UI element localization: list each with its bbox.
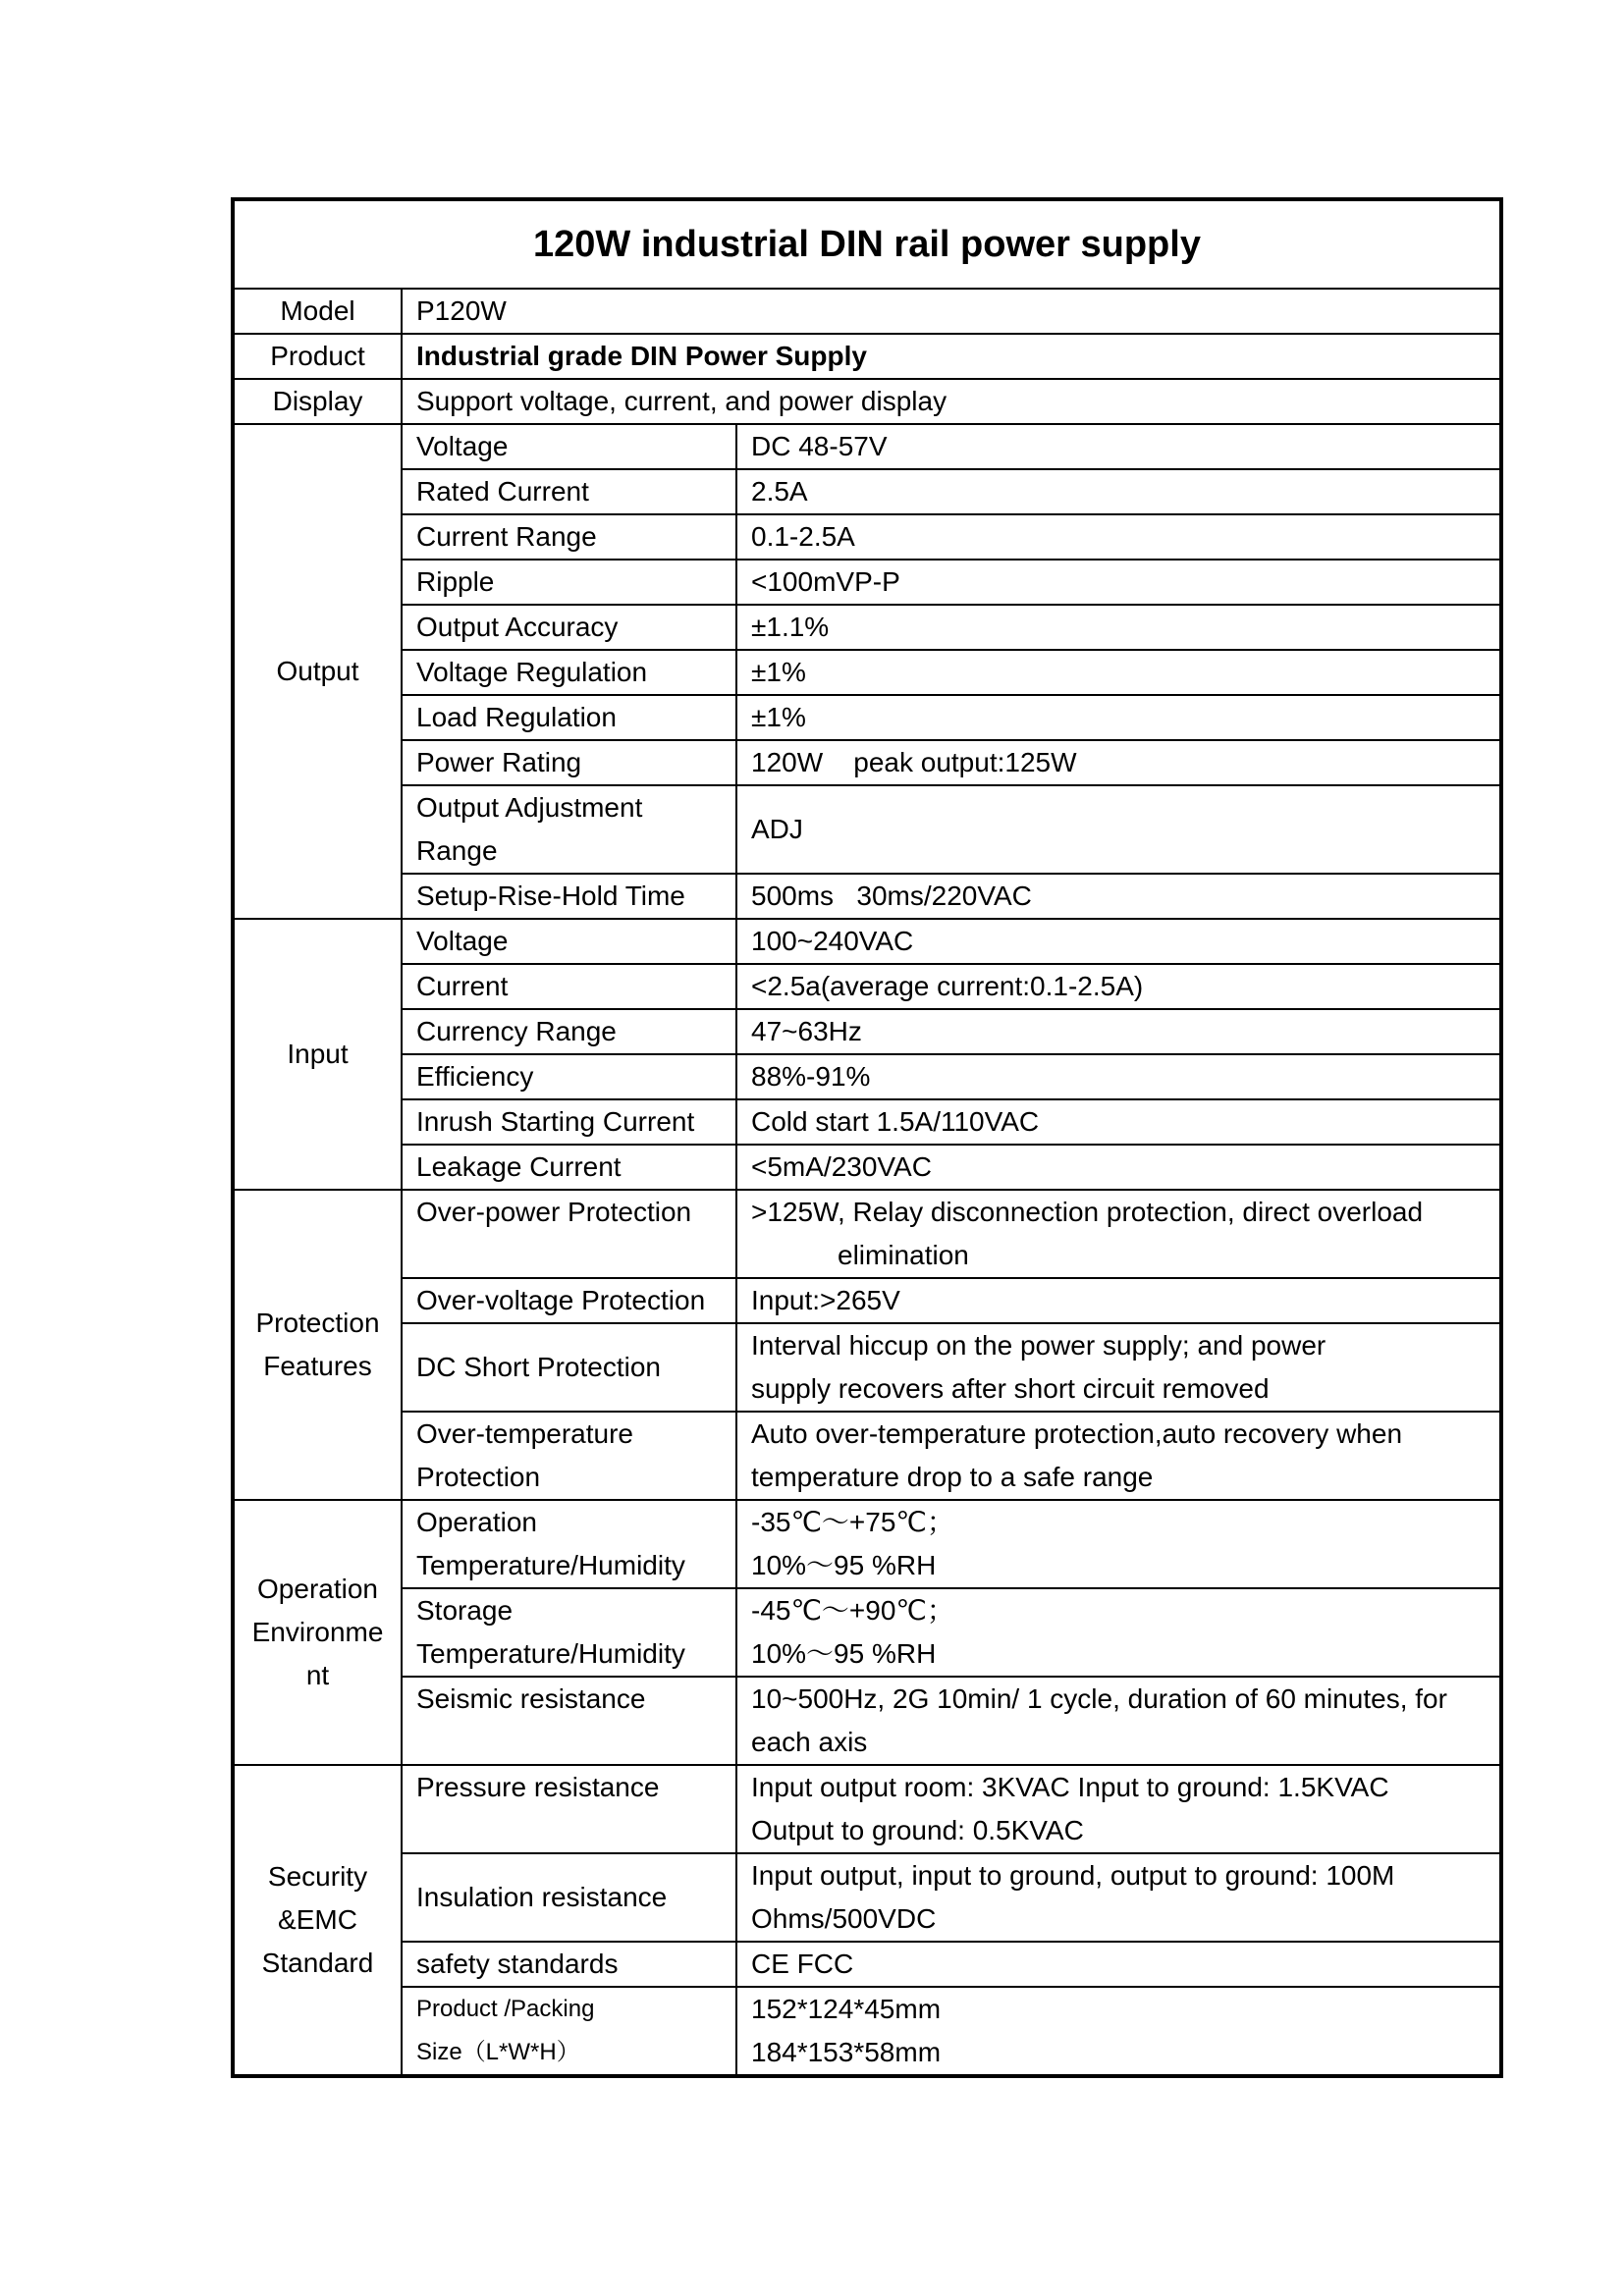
row-value: Industrial grade DIN Power Supply: [402, 334, 1501, 379]
value-line: -45℃～+90℃；: [751, 1595, 954, 1626]
section-label-line: Protection: [255, 1308, 380, 1338]
table-row: [233, 1190, 1501, 1278]
param-name: Load Regulation: [402, 695, 736, 740]
value-line: supply recovers after short circuit removed: [751, 1373, 1270, 1404]
param-value: Input:>265V: [736, 1278, 1501, 1323]
table-row-display: [233, 379, 1501, 424]
table-row: [233, 1588, 1501, 1677]
table-row: [233, 1278, 1501, 1323]
param-value: 500ms 30ms/220VAC: [736, 874, 1501, 919]
section-label-line: Operation: [257, 1574, 378, 1604]
table-row: [233, 469, 1501, 514]
section-label-line: Features: [263, 1351, 372, 1381]
param-line: Product /Packing: [416, 1996, 595, 2022]
table-row: [233, 1853, 1501, 1942]
param-line: Over-temperature: [416, 1418, 633, 1449]
value-line: Interval hiccup on the power supply; and power: [751, 1330, 1326, 1361]
section-label-line: Security: [267, 1861, 368, 1892]
table-row: [233, 650, 1501, 695]
value-line: Output to ground: 0.5KVAC: [751, 1815, 1084, 1845]
section-label-security: [233, 1765, 402, 2076]
value-line: 152*124*45mm: [751, 1994, 942, 2024]
param-name: safety standards: [402, 1942, 736, 1987]
table-row: [233, 424, 1501, 469]
param-value: ±1.1%: [736, 605, 1501, 650]
table-row: [233, 1054, 1501, 1099]
param-line: Temperature/Humidity: [416, 1638, 685, 1669]
param-value: ADJ: [736, 785, 1501, 874]
param-name: [402, 1987, 736, 2076]
table-row-model: [233, 289, 1501, 334]
table-row: [233, 1500, 1501, 1588]
document-title: 120W industrial DIN rail power supply: [233, 199, 1501, 289]
param-name: Ripple: [402, 560, 736, 605]
param-value: [736, 1987, 1501, 2076]
table-row: [233, 1942, 1501, 1987]
value-line: 10~500Hz, 2G 10min/ 1 cycle, duration of 60 minutes, for: [751, 1683, 1447, 1714]
param-value: [736, 1677, 1501, 1765]
param-value: <5mA/230VAC: [736, 1145, 1501, 1190]
param-line: Operation: [416, 1507, 537, 1537]
param-name: Current: [402, 964, 736, 1009]
param-name: Voltage: [402, 919, 736, 964]
section-label-environment: [233, 1500, 402, 1765]
param-value: [736, 1500, 1501, 1588]
table-row: [233, 560, 1501, 605]
param-value: 88%-91%: [736, 1054, 1501, 1099]
section-label-line: &EMC: [278, 1904, 357, 1935]
param-value: 120W peak output:125W: [736, 740, 1501, 785]
param-name: DC Short Protection: [402, 1323, 736, 1412]
table-row: [233, 1323, 1501, 1412]
param-line: Output Adjustment: [416, 792, 643, 823]
param-name: Leakage Current: [402, 1145, 736, 1190]
table-row: [233, 695, 1501, 740]
param-name: Rated Current: [402, 469, 736, 514]
table-row: [233, 1145, 1501, 1190]
param-name: [402, 1500, 736, 1588]
param-name: Output Accuracy: [402, 605, 736, 650]
param-name: [402, 1588, 736, 1677]
value-line: Input output room: 3KVAC Input to ground: 1.5KVAC: [751, 1772, 1389, 1802]
table-row: [233, 605, 1501, 650]
table-row: [233, 514, 1501, 560]
section-label-line: Standard: [261, 1948, 374, 1978]
value-line: 10%～95 %RH: [751, 1638, 937, 1669]
param-value: <100mVP-P: [736, 560, 1501, 605]
param-line: Protection: [416, 1462, 541, 1492]
param-name: Insulation resistance: [402, 1853, 736, 1942]
param-line: Range: [416, 835, 498, 866]
sections-body: [233, 424, 1501, 2076]
param-name: [402, 785, 736, 874]
param-name: Power Rating: [402, 740, 736, 785]
spec-table: [231, 197, 1503, 2078]
table-row: [233, 874, 1501, 919]
param-line: Temperature/Humidity: [416, 1550, 685, 1580]
row-value: Support voltage, current, and power display: [402, 379, 1501, 424]
section-label-line: Environme: [251, 1617, 384, 1647]
table-row: [233, 740, 1501, 785]
value-line: 10%～95 %RH: [751, 1550, 937, 1580]
param-value: [736, 1765, 1501, 1853]
param-line: Size（L*W*H）: [416, 2039, 580, 2065]
table-row: [233, 964, 1501, 1009]
value-line: >125W, Relay disconnection protection, direct overload: [751, 1197, 1424, 1227]
param-name: Over-power Protection: [402, 1190, 736, 1278]
table-row: [233, 1099, 1501, 1145]
param-name: Inrush Starting Current: [402, 1099, 736, 1145]
section-label-protection: [233, 1190, 402, 1500]
value-line: each axis: [751, 1727, 868, 1757]
param-name: [402, 1412, 736, 1500]
section-label-line: nt: [305, 1660, 330, 1690]
param-value: [736, 1588, 1501, 1677]
param-value: [736, 1853, 1501, 1942]
value-line: 184*153*58mm: [751, 2037, 942, 2067]
table-row: [233, 1009, 1501, 1054]
param-name: Voltage Regulation: [402, 650, 736, 695]
value-line: -35℃～+75℃；: [751, 1507, 954, 1537]
param-name: Current Range: [402, 514, 736, 560]
param-value: 2.5A: [736, 469, 1501, 514]
param-value: [736, 1412, 1501, 1500]
param-value: 47~63Hz: [736, 1009, 1501, 1054]
row-label: Model: [233, 289, 402, 334]
section-label-input: Input: [233, 919, 402, 1190]
param-value: [736, 1190, 1501, 1278]
param-line: Storage: [416, 1595, 514, 1626]
value-line: temperature drop to a safe range: [751, 1462, 1154, 1492]
param-value: CE FCC: [736, 1942, 1501, 1987]
param-value: 0.1-2.5A: [736, 514, 1501, 560]
param-name: Over-voltage Protection: [402, 1278, 736, 1323]
param-name: Pressure resistance: [402, 1765, 736, 1853]
table-row: [233, 1412, 1501, 1500]
param-value: Cold start 1.5A/110VAC: [736, 1099, 1501, 1145]
row-label: Product: [233, 334, 402, 379]
row-value: P120W: [402, 289, 1501, 334]
param-value: ±1%: [736, 695, 1501, 740]
value-line: Ohms/500VDC: [751, 1903, 937, 1934]
param-name: Setup-Rise-Hold Time: [402, 874, 736, 919]
param-name: Seismic resistance: [402, 1677, 736, 1765]
value-line: Input output, input to ground, output to ground: 100M: [751, 1860, 1395, 1891]
table-row: [233, 919, 1501, 964]
param-value: ±1%: [736, 650, 1501, 695]
param-value: [736, 1323, 1501, 1412]
table-row: [233, 785, 1501, 874]
param-name: Voltage: [402, 424, 736, 469]
value-line: elimination: [838, 1240, 969, 1270]
table-row-product: [233, 334, 1501, 379]
param-value: <2.5a(average current:0.1-2.5A): [736, 964, 1501, 1009]
section-label-output: Output: [233, 424, 402, 919]
param-value: DC 48-57V: [736, 424, 1501, 469]
param-name: Currency Range: [402, 1009, 736, 1054]
value-line: Auto over-temperature protection,auto recovery when: [751, 1418, 1403, 1449]
row-label: Display: [233, 379, 402, 424]
param-name: Efficiency: [402, 1054, 736, 1099]
table-row: [233, 1987, 1501, 2076]
table-row: [233, 1765, 1501, 1853]
table-row: [233, 1677, 1501, 1765]
param-value: 100~240VAC: [736, 919, 1501, 964]
